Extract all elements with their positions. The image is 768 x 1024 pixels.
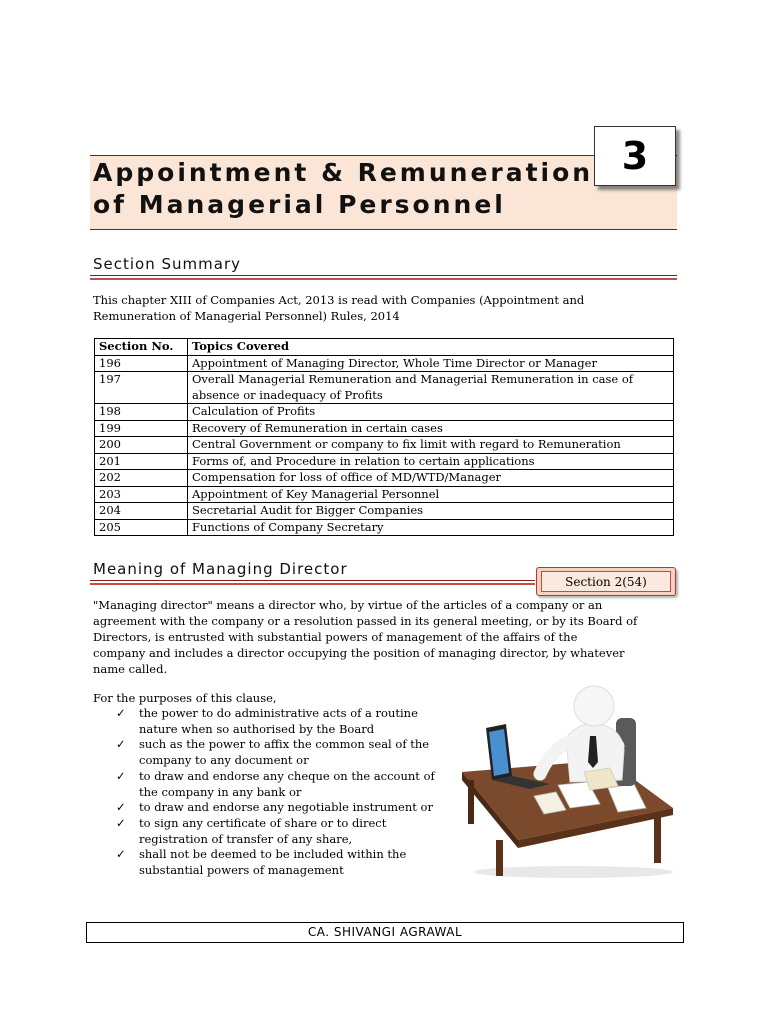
section-no-cell: 201 bbox=[95, 453, 188, 470]
section-no-cell: 203 bbox=[95, 486, 188, 503]
list-item-text: to sign any certificate of share or to direct registration of transfer of any share, bbox=[139, 815, 387, 846]
header-section-no: Section No. bbox=[95, 339, 188, 356]
check-icon: ✓ bbox=[116, 815, 126, 830]
header-topics: Topics Covered bbox=[188, 339, 674, 356]
list-item-text: to draw and endorse any cheque on the account of the company in any bank or bbox=[139, 768, 435, 799]
list-item-text: shall not be deemed to be included within the substantial powers of management bbox=[139, 847, 407, 878]
topic-cell: Recovery of Remuneration in certain cases bbox=[188, 420, 674, 437]
section-summary-heading: Section Summary bbox=[93, 255, 241, 273]
purposes-intro: For the purposes of this clause, bbox=[93, 691, 277, 705]
meaning-rule-top bbox=[90, 580, 535, 581]
list-item-text: the power to do administrative acts of a routine nature when so authorised by the Board bbox=[139, 706, 418, 736]
heading-rule-bottom bbox=[90, 278, 677, 280]
meaning-heading: Meaning of Managing Director bbox=[93, 560, 348, 578]
table-row bbox=[95, 420, 674, 437]
chapter-title-line-2: of Managerial Personnel bbox=[93, 190, 506, 219]
check-icon: ✓ bbox=[116, 800, 126, 815]
table-row bbox=[95, 453, 674, 470]
topic-cell: Central Government or company to fix limit with regard to Remuneration bbox=[188, 437, 674, 454]
meaning-line: name called. bbox=[93, 662, 168, 676]
list-item bbox=[116, 706, 456, 737]
chapter-title-line-1: Appointment & Remuneration bbox=[93, 158, 594, 187]
meaning-rule-bottom bbox=[90, 583, 535, 585]
section-reference-label: Section 2(54) bbox=[541, 571, 671, 592]
check-icon: ✓ bbox=[116, 768, 126, 783]
list-item bbox=[116, 816, 456, 847]
table-row bbox=[95, 372, 674, 404]
section-no-cell: 200 bbox=[95, 437, 188, 454]
intro-paragraph bbox=[93, 292, 584, 324]
topics-table bbox=[94, 338, 674, 536]
topic-cell: Forms of, and Procedure in relation to certain applications bbox=[188, 453, 674, 470]
section-no-cell: 198 bbox=[95, 404, 188, 421]
topic-cell: Appointment of Key Managerial Personnel bbox=[188, 486, 674, 503]
meaning-line: agreement with the company or a resolution passed in its general meeting, or by its Board of bbox=[93, 614, 638, 628]
topic-cell: Calculation of Profits bbox=[188, 404, 674, 421]
check-icon: ✓ bbox=[116, 847, 126, 862]
table-row bbox=[95, 404, 674, 421]
table-row bbox=[95, 437, 674, 454]
table-header-row bbox=[95, 339, 674, 356]
section-no-cell: 205 bbox=[95, 519, 188, 536]
intro-line-1: This chapter XIII of Companies Act, 2013 is read with Companies (Appointment and bbox=[93, 293, 585, 307]
businessman-at-desk-illustration bbox=[458, 680, 678, 880]
table-row bbox=[95, 519, 674, 536]
meaning-line: Directors, is entrusted with substantial powers of management of the affairs of the bbox=[93, 630, 578, 644]
meaning-line: "Managing director" means a director who, by virtue of the articles of a company or an bbox=[93, 598, 603, 612]
section-no-cell: 197 bbox=[95, 372, 188, 404]
section-no-cell: 204 bbox=[95, 503, 188, 520]
section-reference-tag bbox=[536, 567, 676, 596]
intro-line-2: Remuneration of Managerial Personnel) Rules, 2014 bbox=[93, 309, 400, 323]
section-no-cell: 196 bbox=[95, 355, 188, 372]
table-row bbox=[95, 470, 674, 487]
meaning-line: company and includes a director occupying the position of managing director, by whatever bbox=[93, 646, 625, 660]
table-row bbox=[95, 355, 674, 372]
list-item bbox=[116, 737, 456, 768]
meaning-paragraph bbox=[93, 597, 673, 677]
topic-cell: Functions of Company Secretary bbox=[188, 519, 674, 536]
chapter-number-box bbox=[594, 126, 676, 186]
footer-author: CA. SHIVANGI AGRAWAL bbox=[86, 922, 684, 943]
table-row bbox=[95, 486, 674, 503]
list-item bbox=[116, 769, 456, 800]
topic-cell: Secretarial Audit for Bigger Companies bbox=[188, 503, 674, 520]
check-icon: ✓ bbox=[116, 706, 126, 720]
section-no-cell: 202 bbox=[95, 470, 188, 487]
chapter-number: 3 bbox=[621, 134, 649, 178]
list-item bbox=[116, 847, 456, 878]
list-item-text: to draw and endorse any negotiable instrument or bbox=[139, 800, 433, 815]
topic-cell: Overall Managerial Remuneration and Managerial Remuneration in case of absence or inadequacy of Profits bbox=[188, 372, 674, 404]
topic-cell: Compensation for loss of office of MD/WTD/Manager bbox=[188, 470, 674, 487]
topic-cell: Appointment of Managing Director, Whole Time Director or Manager bbox=[188, 355, 674, 372]
table-row bbox=[95, 503, 674, 520]
list-item-text: such as the power to affix the common seal of the company to any document or bbox=[139, 737, 430, 768]
section-no-cell: 199 bbox=[95, 420, 188, 437]
purposes-list bbox=[116, 706, 456, 879]
heading-rule-top bbox=[90, 275, 677, 276]
check-icon: ✓ bbox=[116, 737, 126, 752]
list-item bbox=[116, 800, 456, 816]
